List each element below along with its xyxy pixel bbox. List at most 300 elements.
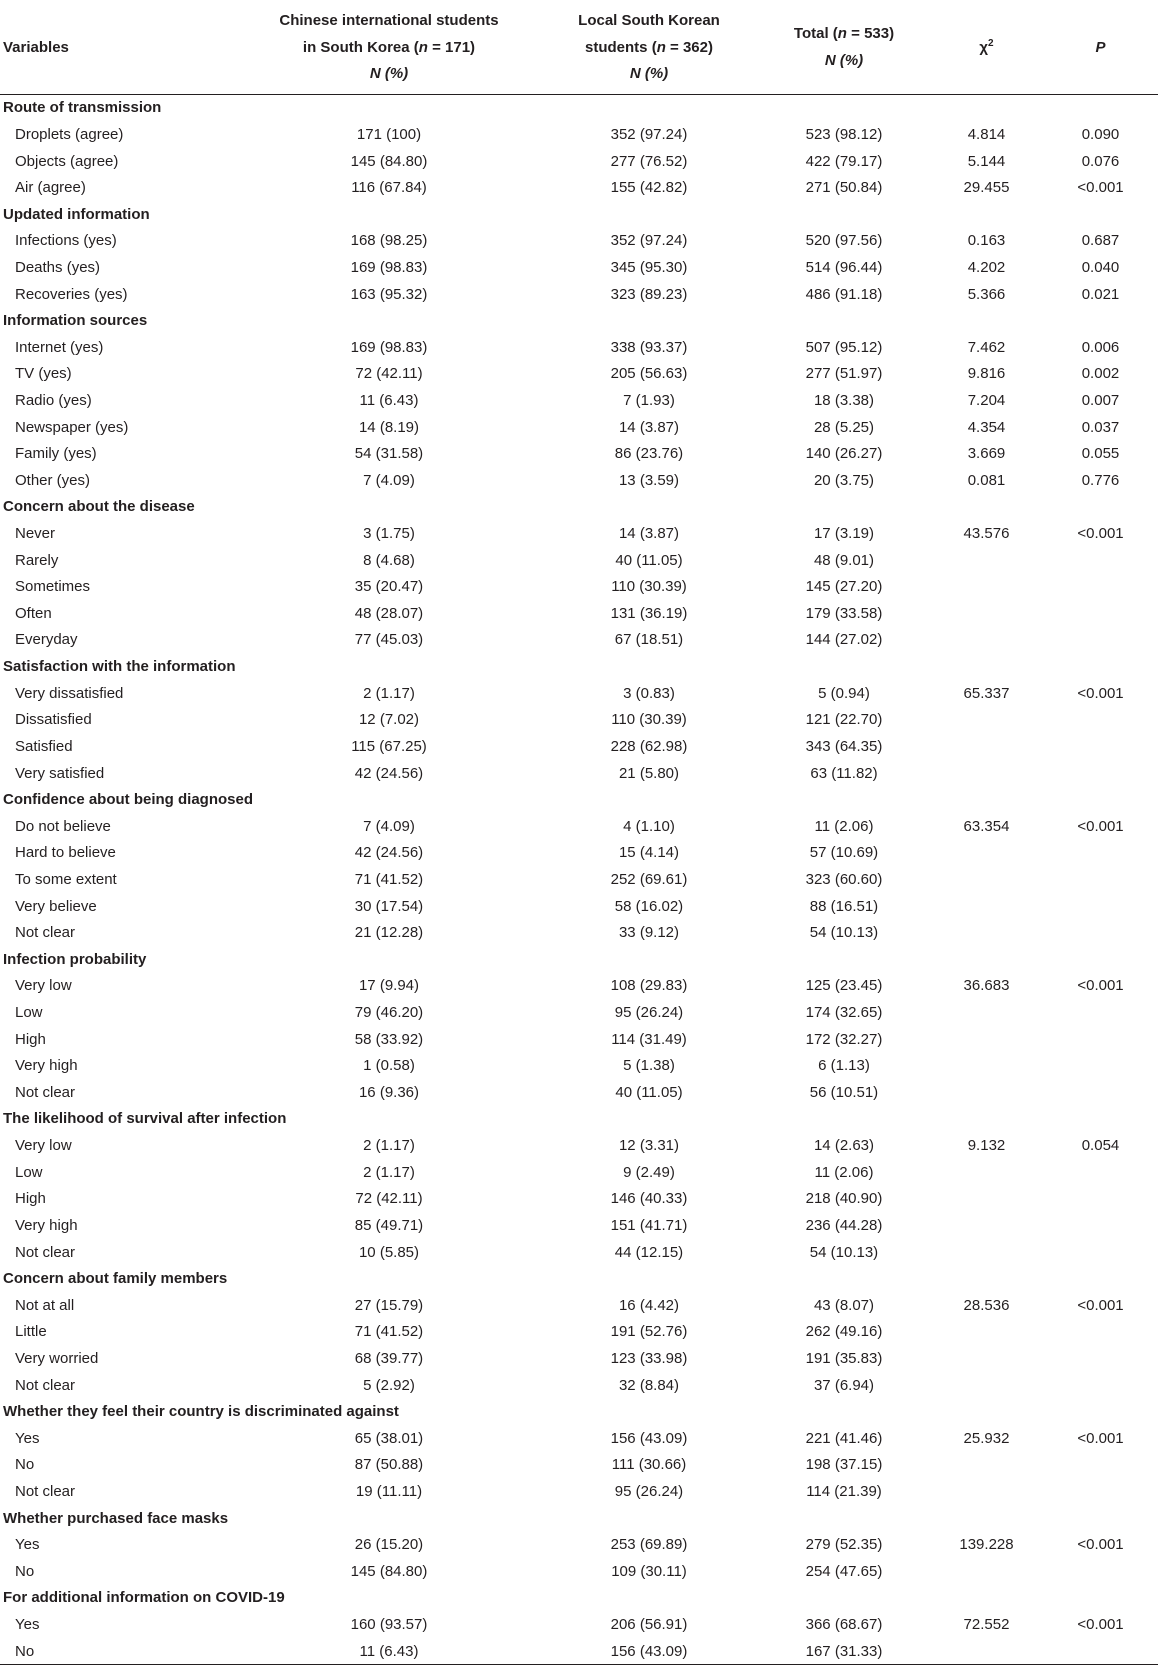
variable-cell: Not clear (15, 1083, 76, 1101)
kr-cell: 15 (4.14) (618, 844, 680, 862)
kr-cell: 12 (3.31) (618, 1137, 680, 1155)
cn-cell (238, 307, 540, 334)
kr-cell: 156 (43.09) (540, 1638, 758, 1665)
cn-cell (238, 653, 540, 680)
cn-cell: 7 (4.09) (363, 471, 415, 489)
chi2-cell (930, 627, 1043, 654)
cn-cell: 163 (95.32) (350, 285, 428, 303)
cn-cell: 42 (24.56) (354, 764, 424, 782)
kr-cell: 21 (5.80) (618, 764, 680, 782)
kr-cell (540, 786, 758, 813)
total-cell: 507 (95.12) (805, 338, 883, 356)
header-kr-line1: Local South Korean (578, 12, 720, 29)
chi2-cell (930, 600, 1043, 627)
chi2-cell: 65.337 (963, 684, 1010, 702)
variable-cell: Recoveries (yes) (15, 285, 128, 303)
total-cell: 271 (50.84) (805, 179, 883, 197)
total-cell: 279 (52.35) (805, 1536, 883, 1554)
section-heading-row (0, 946, 1158, 973)
variable-cell: No (15, 1456, 35, 1474)
cn-cell: 21 (12.28) (354, 924, 424, 942)
kr-cell: 352 (97.24) (610, 125, 688, 143)
total-cell (758, 946, 930, 973)
table-row (0, 228, 1158, 255)
kr-cell: 110 (30.39) (611, 578, 687, 596)
p-cell (1043, 1478, 1158, 1505)
header-total (758, 0, 930, 94)
kr-cell: 32 (8.84) (618, 1376, 680, 1394)
header-chinese-students (238, 0, 540, 94)
total-cell: 140 (26.27) (805, 445, 883, 463)
chi2-cell (930, 1319, 1043, 1346)
chi2-cell (930, 919, 1043, 946)
kr-cell: 7 (1.93) (623, 392, 675, 409)
variable-cell: Very believe (15, 897, 97, 915)
kr-cell: 146 (40.33) (610, 1190, 688, 1208)
section-heading: The likelihood of survival after infection (3, 1110, 287, 1128)
total-cell: 48 (9.01) (813, 551, 875, 569)
header-korean-students (540, 0, 758, 94)
cn-cell: 145 (84.80) (350, 1562, 428, 1580)
variable-cell: Yes (15, 1616, 40, 1634)
cn-cell: 72 (42.11) (355, 1190, 423, 1208)
chi2-cell (930, 1372, 1043, 1399)
total-cell: 514 (96.44) (805, 258, 883, 276)
table-row (0, 1558, 1158, 1585)
cn-cell: 30 (17.54) (354, 897, 424, 915)
cn-cell: 79 (46.20) (354, 1004, 424, 1022)
table-row (0, 840, 1158, 867)
chi2-cell: 28.536 (963, 1296, 1010, 1314)
kr-cell: 155 (42.82) (610, 179, 688, 197)
variable-cell: Yes (15, 1536, 40, 1554)
table-row (0, 1185, 1158, 1212)
p-cell (1043, 733, 1158, 760)
total-cell (758, 307, 930, 334)
p-cell: 0.090 (1081, 125, 1120, 143)
p-cell: 0.776 (1081, 471, 1120, 489)
kr-cell (540, 307, 758, 334)
p-cell (1043, 1505, 1158, 1532)
p-cell (1043, 893, 1158, 920)
table-row (0, 866, 1158, 893)
cn-cell: 42 (24.56) (354, 844, 424, 862)
kr-cell (540, 201, 758, 228)
table-row (0, 1319, 1158, 1346)
cn-cell: 10 (5.85) (358, 1243, 420, 1261)
section-heading: Information sources (3, 312, 148, 330)
total-cell: 28 (5.25) (813, 418, 875, 436)
table-row (0, 148, 1158, 175)
chi2-cell (930, 1265, 1043, 1292)
chi2-cell: 0.163 (967, 232, 1006, 250)
kr-cell: 205 (56.63) (610, 365, 688, 383)
total-cell: 236 (44.28) (805, 1216, 883, 1234)
total-cell: 366 (68.67) (805, 1616, 883, 1634)
cn-cell: 8 (4.68) (363, 551, 415, 569)
cn-cell (238, 1265, 540, 1292)
chi2-cell (930, 707, 1043, 734)
kr-cell (540, 653, 758, 680)
kr-cell: 40 (11.05) (615, 551, 683, 569)
table-row (0, 600, 1158, 627)
chi2-cell: 7.462 (967, 338, 1006, 356)
section-heading-row (0, 494, 1158, 521)
p-cell: <0.001 (1077, 977, 1124, 995)
variable-cell: High (15, 1030, 46, 1048)
kr-cell: 277 (76.52) (610, 152, 688, 170)
cn-cell: 14 (8.19) (358, 418, 420, 436)
variable-cell: Low (15, 1163, 43, 1181)
table-row (0, 414, 1158, 441)
table-row (0, 1372, 1158, 1399)
variable-cell: Newspaper (yes) (15, 418, 129, 436)
section-heading-row (0, 94, 1158, 121)
section-heading: Route of transmission (3, 99, 162, 117)
chi2-cell: 4.354 (967, 418, 1006, 436)
p-cell (1043, 946, 1158, 973)
kr-cell: 123 (33.98) (610, 1349, 688, 1367)
table-row (0, 680, 1158, 707)
chi2-cell (930, 1026, 1043, 1053)
table-row (0, 760, 1158, 787)
table-row (0, 1638, 1158, 1665)
variable-cell: Hard to believe (15, 844, 116, 862)
kr-cell: 109 (30.11) (611, 1562, 687, 1580)
cn-cell: 17 (9.94) (358, 977, 420, 995)
p-cell (1043, 1585, 1158, 1612)
cn-cell: 27 (15.79) (354, 1296, 424, 1314)
chi2-cell (930, 1212, 1043, 1239)
section-heading: Whether they feel their country is discriminated against (3, 1403, 399, 1421)
p-cell (1043, 1345, 1158, 1372)
table-row (0, 1052, 1158, 1079)
cn-cell: 68 (39.77) (354, 1349, 424, 1367)
section-heading: Concern about the disease (3, 498, 195, 516)
variable-cell: Not clear (15, 1376, 76, 1394)
cn-cell: 115 (67.25) (351, 737, 427, 755)
table-row (0, 973, 1158, 1000)
chi2-cell (930, 1505, 1043, 1532)
chi2-cell (930, 201, 1043, 228)
p-cell (1043, 600, 1158, 627)
p-cell (1043, 1212, 1158, 1239)
p-cell: 0.037 (1081, 418, 1120, 436)
p-cell: 0.006 (1081, 338, 1120, 356)
variable-cell: Air (agree) (15, 179, 86, 197)
cn-cell: 54 (31.58) (354, 445, 424, 463)
cn-cell: 48 (28.07) (354, 604, 424, 622)
cn-cell: 171 (100) (356, 125, 422, 143)
p-cell (1043, 1372, 1158, 1399)
p-cell: <0.001 (1077, 179, 1124, 197)
table-row (0, 1239, 1158, 1266)
p-cell: 0.040 (1081, 258, 1120, 276)
chi2-cell (930, 1398, 1043, 1425)
p-cell (1043, 1319, 1158, 1346)
total-cell: 88 (16.51) (809, 897, 879, 915)
chi2-cell (930, 1185, 1043, 1212)
chi2-cell (930, 946, 1043, 973)
variable-cell: Not clear (15, 924, 76, 942)
p-cell: <0.001 (1077, 1296, 1124, 1314)
p-cell (1043, 866, 1158, 893)
chi2-cell (930, 1345, 1043, 1372)
kr-cell: 191 (52.76) (610, 1323, 688, 1341)
total-cell: 125 (23.45) (805, 977, 883, 995)
section-heading-row (0, 1398, 1158, 1425)
kr-cell: 108 (29.83) (610, 977, 688, 995)
cn-cell: 77 (45.03) (354, 631, 424, 649)
variable-cell: Objects (agree) (15, 152, 119, 170)
section-heading-row (0, 1585, 1158, 1612)
variable-cell: Dissatisfied (15, 711, 92, 729)
total-cell: 221 (41.46) (805, 1429, 883, 1447)
total-cell (758, 201, 930, 228)
table-row (0, 1212, 1158, 1239)
p-cell: 0.007 (1081, 392, 1120, 409)
variable-cell: Not clear (15, 1243, 76, 1261)
chi2-cell (930, 866, 1043, 893)
kr-cell: 352 (97.24) (610, 232, 688, 250)
kr-cell (540, 946, 758, 973)
chi2-cell: 25.932 (963, 1429, 1010, 1447)
kr-cell: 5 (1.38) (623, 1057, 675, 1075)
p-cell: <0.001 (1077, 1616, 1124, 1634)
table-row (0, 627, 1158, 654)
variable-cell: Very worried (15, 1349, 99, 1367)
variable-cell: Droplets (agree) (15, 125, 124, 143)
section-heading-row (0, 201, 1158, 228)
p-cell (1043, 573, 1158, 600)
p-cell (1043, 94, 1158, 121)
variable-cell: Everyday (15, 631, 78, 649)
total-cell: 54 (10.13) (809, 1243, 879, 1261)
chi2-cell (930, 786, 1043, 813)
cn-cell: 16 (9.36) (358, 1083, 420, 1101)
p-cell (1043, 201, 1158, 228)
table-row (0, 121, 1158, 148)
cn-cell: 1 (0.58) (363, 1057, 415, 1075)
kr-cell: 338 (93.37) (610, 338, 688, 356)
kr-cell: 16 (4.42) (618, 1296, 680, 1314)
cn-cell: 3 (1.75) (363, 525, 415, 543)
table-header (0, 0, 1158, 94)
kr-cell: 58 (16.02) (614, 897, 684, 915)
section-heading-row (0, 1265, 1158, 1292)
chi2-cell: 0.081 (967, 471, 1006, 489)
section-heading-row (0, 307, 1158, 334)
variable-cell: Radio (yes) (15, 392, 92, 409)
kr-cell (540, 494, 758, 521)
table-row (0, 573, 1158, 600)
p-cell: 0.002 (1081, 365, 1120, 383)
table-row (0, 813, 1158, 840)
p-cell: <0.001 (1077, 817, 1124, 835)
total-cell (758, 1265, 930, 1292)
chi2-cell (930, 1558, 1043, 1585)
p-cell (1043, 547, 1158, 574)
table-row (0, 547, 1158, 574)
total-cell: 262 (49.16) (805, 1323, 883, 1341)
chi2-cell: 36.683 (963, 977, 1010, 995)
total-cell: 167 (31.33) (758, 1638, 930, 1665)
chi2-cell (930, 1159, 1043, 1186)
cn-cell: 160 (93.57) (350, 1616, 428, 1634)
total-cell: 422 (79.17) (805, 152, 883, 170)
kr-cell (540, 1505, 758, 1532)
table-row (0, 1425, 1158, 1452)
kr-cell: 3 (0.83) (623, 684, 675, 702)
variable-cell: Often (15, 604, 52, 622)
total-cell: 14 (2.63) (813, 1137, 875, 1155)
chi2-cell (930, 1052, 1043, 1079)
chi2-cell (930, 893, 1043, 920)
table-row (0, 1132, 1158, 1159)
kr-cell: 13 (3.59) (618, 471, 680, 489)
chi2-cell (930, 94, 1043, 121)
cn-cell (238, 494, 540, 521)
kr-cell: 345 (95.30) (610, 258, 688, 276)
variable-cell: Satisfied (15, 737, 73, 755)
total-cell: 114 (21.39) (806, 1482, 882, 1500)
table-row (0, 733, 1158, 760)
header-p-value: P (1043, 0, 1158, 94)
kr-cell: 4 (1.10) (623, 817, 675, 835)
cn-cell: 58 (33.92) (354, 1030, 424, 1048)
section-heading: Satisfaction with the information (3, 658, 236, 676)
total-cell: 5 (0.94) (818, 684, 870, 702)
table-row (0, 334, 1158, 361)
chi2-cell (930, 760, 1043, 787)
cn-cell: 12 (7.02) (358, 711, 420, 729)
p-cell (1043, 1239, 1158, 1266)
table-row (0, 1026, 1158, 1053)
p-cell (1043, 840, 1158, 867)
total-cell: 145 (27.20) (805, 578, 883, 596)
cn-cell (238, 94, 540, 121)
table-row (0, 893, 1158, 920)
total-cell: 54 (10.13) (809, 924, 879, 942)
kr-cell: 95 (26.24) (614, 1482, 684, 1500)
variable-cell: Sometimes (15, 578, 91, 596)
variable-cell: Very high (15, 1216, 78, 1234)
variable-cell: Rarely (15, 551, 59, 569)
chi2-cell (930, 1585, 1043, 1612)
p-cell (1043, 627, 1158, 654)
cn-cell: 2 (1.17) (363, 684, 415, 702)
total-cell: 43 (8.07) (813, 1296, 875, 1314)
p-cell (1043, 653, 1158, 680)
p-cell: 0.054 (1081, 1137, 1120, 1155)
kr-cell: 252 (69.61) (610, 870, 688, 888)
header-chi-square: $\chi^2$ (930, 0, 1043, 94)
kr-cell: 86 (23.76) (614, 445, 684, 463)
cn-cell: 85 (49.71) (354, 1216, 424, 1234)
table-row (0, 254, 1158, 281)
total-cell: 56 (10.51) (809, 1083, 879, 1101)
variable-cell: Very dissatisfied (15, 684, 124, 702)
p-cell (1043, 760, 1158, 787)
kr-cell: 131 (36.19) (610, 604, 688, 622)
p-cell (1043, 1398, 1158, 1425)
total-cell (758, 494, 930, 521)
total-cell: 523 (98.12) (805, 125, 883, 143)
section-heading: Updated information (3, 205, 150, 223)
cn-cell: 169 (98.83) (350, 338, 428, 356)
chi2-cell (930, 733, 1043, 760)
total-cell: 172 (32.27) (805, 1030, 883, 1048)
total-cell: 343 (64.35) (805, 737, 883, 755)
chi2-cell: 72.552 (963, 1616, 1010, 1634)
variable-cell: No (0, 1638, 238, 1665)
chi2-cell: 63.354 (963, 817, 1010, 835)
p-cell: <0.001 (1077, 1429, 1124, 1447)
variable-cell: Deaths (yes) (15, 258, 101, 276)
p-cell (1043, 1452, 1158, 1479)
variable-cell: Not at all (15, 1296, 75, 1314)
total-cell (758, 1585, 930, 1612)
p-cell (1043, 999, 1158, 1026)
kr-cell: 110 (30.39) (611, 711, 687, 729)
p-cell: 0.055 (1081, 445, 1120, 463)
chi2-cell (930, 494, 1043, 521)
header-cn-line3: N (%) (369, 65, 409, 82)
cn-cell: 169 (98.83) (350, 258, 428, 276)
section-heading: Infection probability (3, 950, 147, 968)
table-row (0, 440, 1158, 467)
chi2-cell (930, 653, 1043, 680)
variable-cell: Infections (yes) (15, 232, 117, 250)
chi2-cell (930, 573, 1043, 600)
p-cell (1043, 1185, 1158, 1212)
cn-cell: 26 (15.20) (354, 1536, 424, 1554)
table-row (0, 520, 1158, 547)
total-cell: 174 (32.65) (805, 1004, 883, 1022)
total-cell: 11 (2.06) (814, 1163, 874, 1181)
kr-cell: 14 (3.87) (618, 525, 680, 543)
p-cell (1043, 1079, 1158, 1106)
cn-cell (238, 201, 540, 228)
chi2-cell (930, 307, 1043, 334)
chi2-cell: 3.669 (967, 445, 1006, 463)
table-row (0, 1452, 1158, 1479)
table-row (0, 1345, 1158, 1372)
total-cell: 179 (33.58) (805, 604, 883, 622)
cn-cell: 87 (50.88) (354, 1456, 424, 1474)
section-heading: Confidence about being diagnosed (3, 791, 254, 809)
p-cell: 0.021 (1081, 285, 1120, 303)
p-cell (1043, 1558, 1158, 1585)
chi2-cell (930, 1452, 1043, 1479)
total-cell (758, 786, 930, 813)
total-cell (758, 1106, 930, 1133)
variable-cell: Low (15, 1004, 43, 1022)
p-cell (1043, 1265, 1158, 1292)
variable-cell: Very low (15, 1137, 72, 1155)
total-cell: 6 (1.13) (818, 1057, 870, 1075)
header-variables: Variables (0, 0, 238, 94)
table-row (0, 174, 1158, 201)
chi2-cell (930, 840, 1043, 867)
total-cell: 486 (91.18) (805, 285, 883, 303)
total-cell (758, 1505, 930, 1532)
kr-cell: 323 (89.23) (610, 285, 688, 303)
kr-cell: 9 (2.49) (623, 1163, 675, 1181)
table-row (0, 1079, 1158, 1106)
chi2-cell (930, 1079, 1043, 1106)
p-cell (1043, 307, 1158, 334)
